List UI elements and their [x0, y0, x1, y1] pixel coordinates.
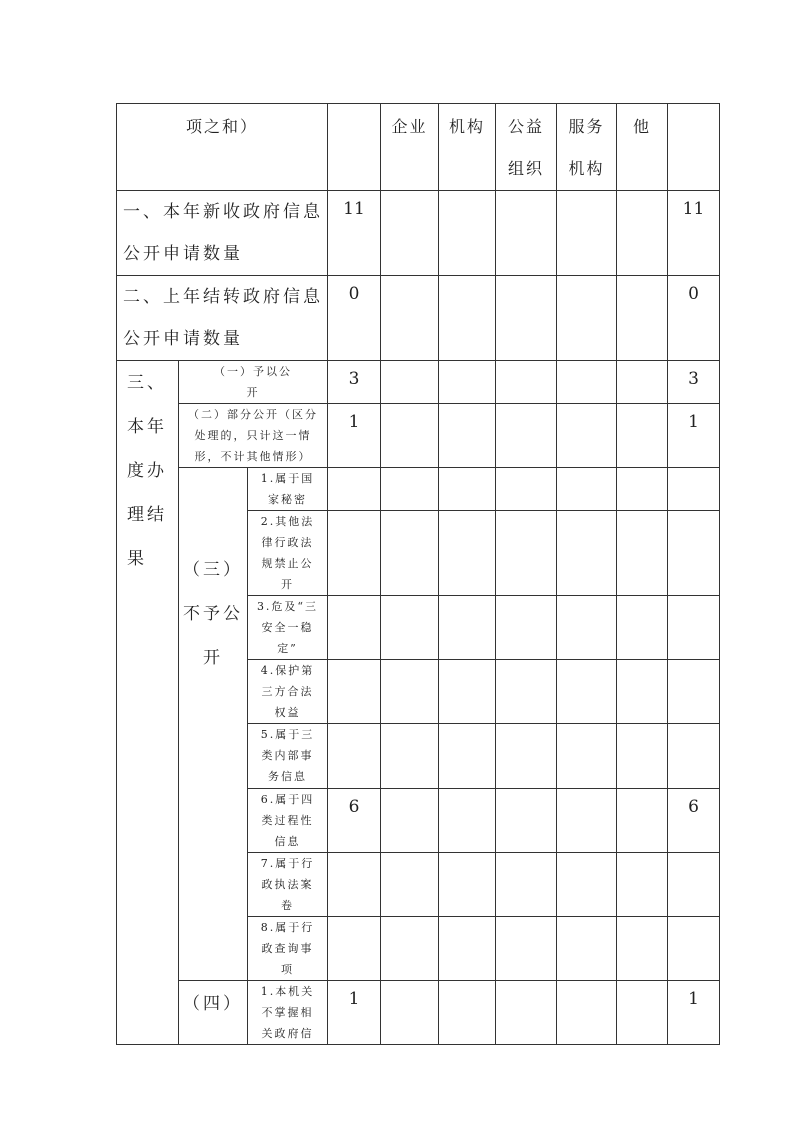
table-row: [117, 981, 720, 1045]
row-label: 7.属于行政执法案卷: [248, 853, 328, 917]
table-row: [117, 404, 720, 468]
group-label: （三）不予公开: [179, 468, 248, 981]
cell-total: [668, 724, 720, 789]
row-label: 5.属于三类内部事务信息: [248, 724, 328, 789]
cell: 6: [328, 789, 381, 853]
cell: [328, 511, 381, 596]
cell-total: [668, 468, 720, 511]
header-col: 他: [617, 104, 668, 191]
cell-total: [668, 917, 720, 981]
cell: [328, 596, 381, 660]
cell-total: 1: [668, 981, 720, 1045]
cell-total: 3: [668, 361, 720, 404]
row-label: 4.保护第三方合法权益: [248, 660, 328, 724]
header-col: 机构: [439, 104, 496, 191]
table-row: [117, 191, 720, 276]
table-row: [117, 276, 720, 361]
cell: 3: [328, 361, 381, 404]
header-col: 公益 组织: [496, 104, 557, 191]
row-label: 二、上年结转政府信息公开申请数量: [117, 276, 328, 361]
table-row: [117, 468, 720, 511]
cell: [328, 853, 381, 917]
cell: 11: [328, 191, 381, 276]
cell: 1: [328, 404, 381, 468]
cell: [328, 660, 381, 724]
cell-total: 0: [668, 276, 720, 361]
row-label: 1.本机关不掌握相关政府信: [248, 981, 328, 1045]
cell: [328, 468, 381, 511]
cell: [328, 724, 381, 789]
cell: [328, 917, 381, 981]
section-label: 三、本年度办理结果: [117, 361, 179, 1045]
row-label: （二）部分公开（区分处理的，只计这一情形，不计其他情形）: [179, 404, 328, 468]
header-col: 企业: [381, 104, 439, 191]
header-col: [668, 104, 720, 191]
header-col: 服务 机构: [557, 104, 617, 191]
row-label: 8.属于行政查询事项: [248, 917, 328, 981]
table-row: [117, 361, 720, 404]
header-row: [117, 104, 720, 191]
row-label: 6.属于四类过程性信息: [248, 789, 328, 853]
row-label: 3.危及“三安全一稳定”: [248, 596, 328, 660]
cell: 1: [328, 981, 381, 1045]
header-item: 项之和）: [117, 104, 328, 191]
statistics-table: [116, 103, 720, 1045]
row-label: 1.属于国家秘密: [248, 468, 328, 511]
cell-total: 1: [668, 404, 720, 468]
group-label: （四）: [179, 981, 248, 1045]
header-col: [328, 104, 381, 191]
cell-total: [668, 853, 720, 917]
cell-total: 6: [668, 789, 720, 853]
cell-total: 11: [668, 191, 720, 276]
cell-total: [668, 511, 720, 596]
row-label: 2.其他法律行政法规禁止公开: [248, 511, 328, 596]
cell: 0: [328, 276, 381, 361]
cell-total: [668, 660, 720, 724]
row-label: （一）予以公开: [179, 361, 328, 404]
row-label: 一、本年新收政府信息公开申请数量: [117, 191, 328, 276]
cell-total: [668, 596, 720, 660]
